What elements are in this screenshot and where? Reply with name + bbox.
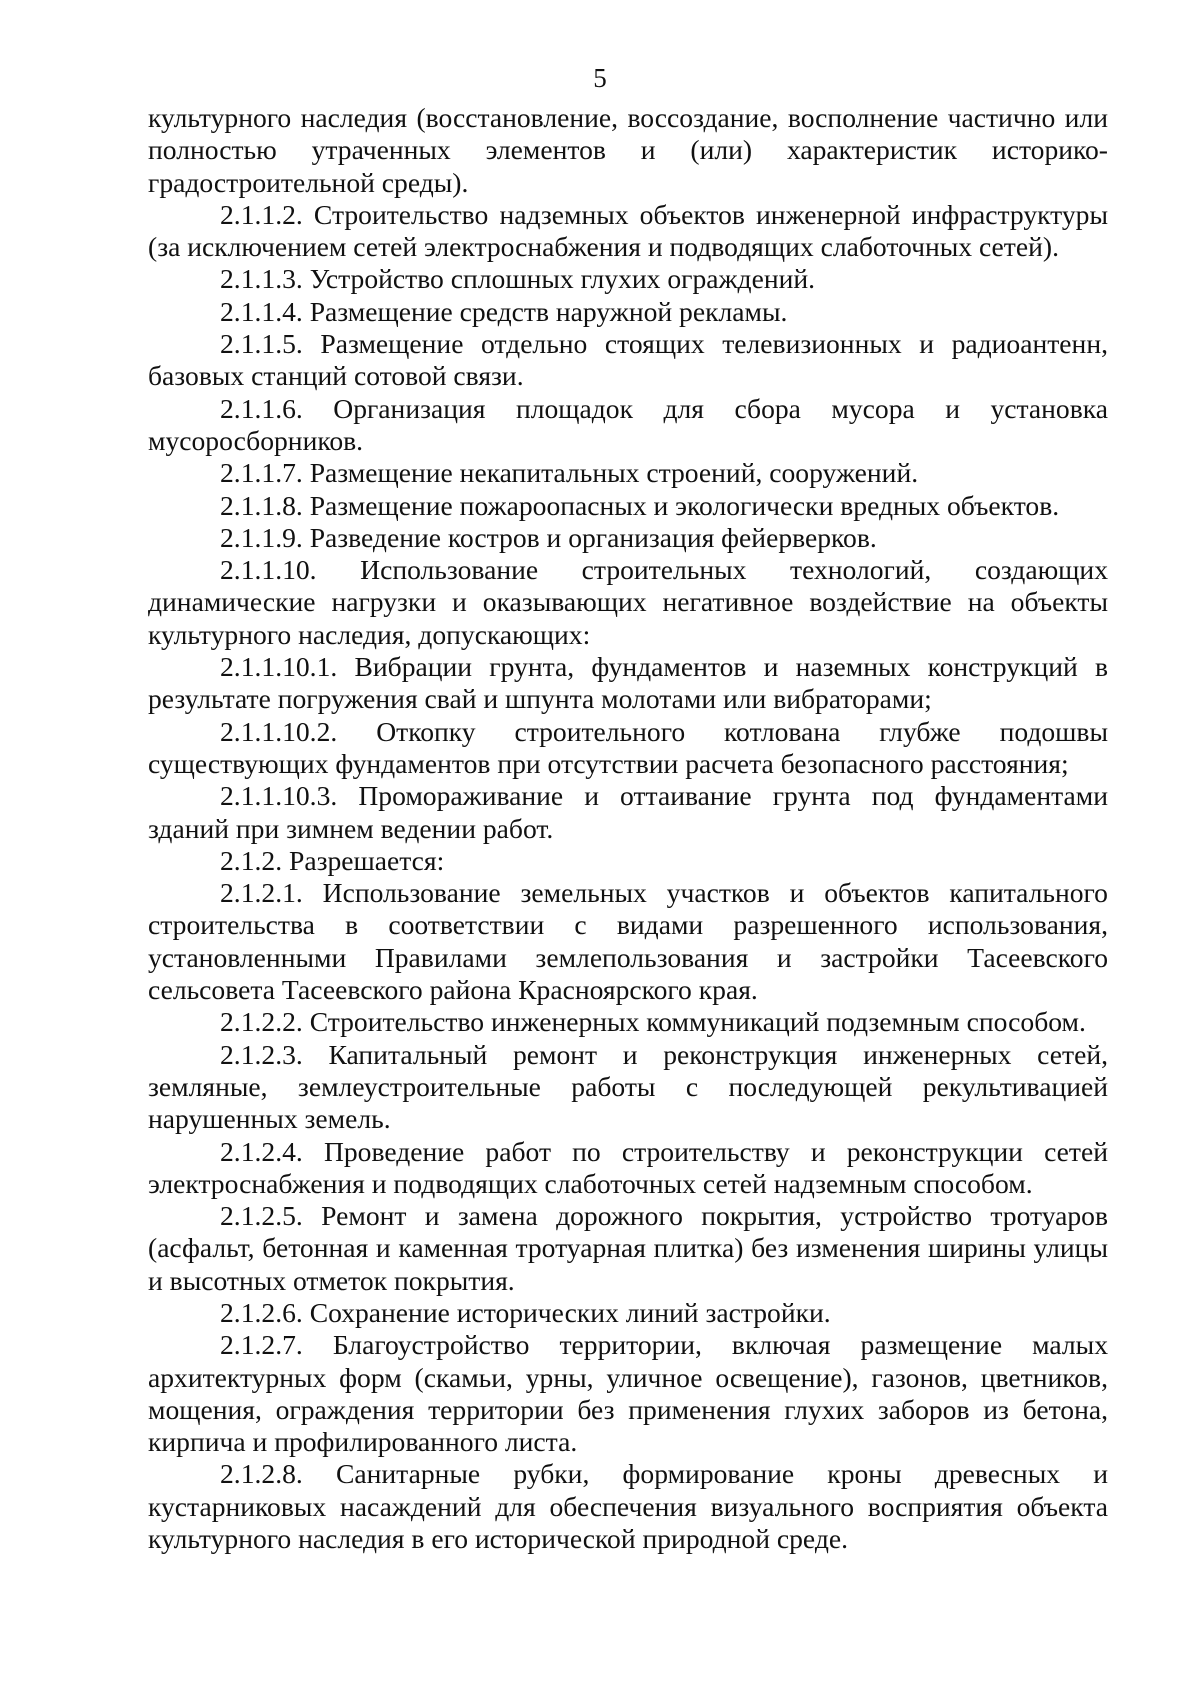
item-number: 2.1.1.10. <box>220 554 317 586</box>
item-number: 2.1.1.7. <box>220 457 303 489</box>
paragraph-item <box>148 1297 1108 1329</box>
document-body <box>148 102 1108 1555</box>
page-number: 5 <box>593 63 607 93</box>
item-text: Размещение пожароопасных и экологически вредных объектов. <box>309 489 1060 521</box>
paragraph-item <box>148 877 1108 1006</box>
paragraph-item <box>148 1200 1108 1297</box>
item-number: 2.1.2.7. <box>220 1329 303 1361</box>
paragraph-continuation <box>148 102 1108 199</box>
item-text: Строительство инженерных коммуникаций подземным способом. <box>309 1006 1086 1038</box>
paragraph-item <box>148 651 1108 716</box>
item-number: 2.1.1.10.3. <box>220 780 338 812</box>
item-text: культурного наследия (восстановление, воссоздание, восполнение частично или полностью утраченных элементов и (или) характеристик историко-градостроительной среды). <box>148 102 1108 198</box>
item-number: 2.1.2. <box>220 844 283 876</box>
item-text: Устройство сплошных глухих ограждений. <box>309 263 816 295</box>
paragraph-item <box>148 1136 1108 1201</box>
item-number: 2.1.2.3. <box>220 1038 303 1070</box>
paragraph-item <box>148 1458 1108 1555</box>
item-number: 2.1.1.4. <box>220 295 303 327</box>
paragraph-item <box>148 263 1108 295</box>
paragraph-item <box>148 199 1108 264</box>
item-number: 2.1.1.5. <box>220 328 303 360</box>
item-text: Использование строительных технологий, создающих динамические нагрузки и оказывающих негативное воздействие на объекты культурного наследия, допускающих: <box>148 554 1108 650</box>
item-number: 2.1.1.6. <box>220 392 303 424</box>
paragraph-item <box>148 296 1108 328</box>
paragraph-item <box>148 845 1108 877</box>
item-text: Вибрации грунта, фундаментов и наземных конструкций в результате погружения свай и шпунта молотами или вибраторами; <box>148 651 1108 715</box>
paragraph-item <box>148 328 1108 393</box>
item-text: Размещение некапитальных строений, сооружений. <box>309 457 919 489</box>
paragraph-item <box>148 457 1108 489</box>
item-text: Промораживание и оттаивание грунта под фундаментами зданий при зимнем ведении работ. <box>148 780 1108 844</box>
paragraph-item <box>148 716 1108 781</box>
item-number: 2.1.1.8. <box>220 489 303 521</box>
item-number: 2.1.2.2. <box>220 1006 303 1038</box>
item-text: Сохранение исторических линий застройки. <box>309 1296 831 1328</box>
paragraph-item <box>148 490 1108 522</box>
item-number: 2.1.1.9. <box>220 521 303 553</box>
item-text: Строительство надземных объектов инженерной инфраструктуры (за исключением сетей электроснабжения и подводящих слаботочных сетей). <box>148 198 1108 263</box>
paragraph-item <box>148 1006 1108 1038</box>
paragraph-item <box>148 522 1108 554</box>
item-text: Проведение работ по строительству и реконструкции сетей электроснабжения и подводящих слаботочных сетей надземным способом. <box>148 1135 1108 1199</box>
item-number: 2.1.2.8. <box>220 1458 303 1490</box>
item-text: Откопку строительного котлована глубже подошвы существующих фундаментов при отсутствии расчета безопасного расстояния; <box>148 715 1109 779</box>
item-number: 2.1.1.3. <box>220 263 303 295</box>
paragraph-item <box>148 393 1108 458</box>
item-text: Капитальный ремонт и реконструкция инженерных сетей, земляные, землеустроительные работы с последующей рекультивацией нарушенных земель. <box>148 1038 1108 1135</box>
item-number: 2.1.2.4. <box>220 1135 303 1167</box>
item-number: 2.1.2.1. <box>220 877 303 909</box>
item-number: 2.1.1.2. <box>220 198 303 230</box>
item-number: 2.1.2.6. <box>220 1296 303 1328</box>
item-text: Организация площадок для сбора мусора и установка мусоросборников. <box>148 392 1108 456</box>
item-text: Использование земельных участков и объектов капитального строительства в соответствии с видами разрешенного использования, установленными Правилами землепользования и застройки Тасеевского сельсовета Тасеевского района Красноярского края. <box>148 877 1108 1006</box>
item-number: 2.1.2.5. <box>220 1200 303 1232</box>
paragraph-item <box>148 780 1108 845</box>
item-text: Санитарные рубки, формирование кроны древесных и кустарниковых насаждений для обеспечения визуального восприятия объекта культурного наследия в его исторической природной среде. <box>148 1458 1108 1555</box>
item-text: Ремонт и замена дорожного покрытия, устройство тротуаров (асфальт, бетонная и каменная тротуарная плитка) без изменения ширины улицы и высотных отметок покрытия. <box>148 1200 1108 1296</box>
item-text: Размещение отдельно стоящих телевизионных и радиоантенн, базовых станций сотовой связи. <box>148 328 1108 392</box>
item-text: Разведение костров и организация фейерверков. <box>309 521 877 553</box>
paragraph-item <box>148 1039 1108 1136</box>
paragraph-item <box>148 1329 1108 1458</box>
item-text: Размещение средств наружной рекламы. <box>309 295 788 327</box>
item-number: 2.1.1.10.2. <box>220 715 338 747</box>
item-text: Разрешается: <box>289 844 445 876</box>
item-number: 2.1.1.10.1. <box>220 651 338 683</box>
paragraph-item <box>148 554 1108 651</box>
item-text: Благоустройство территории, включая размещение малых архитектурных форм (скамьи, урны, уличное освещение), газонов, цветников, мощения, ограждения территории без применения глухих заборов из бетона, кирпича и профилированного листа. <box>148 1329 1108 1458</box>
